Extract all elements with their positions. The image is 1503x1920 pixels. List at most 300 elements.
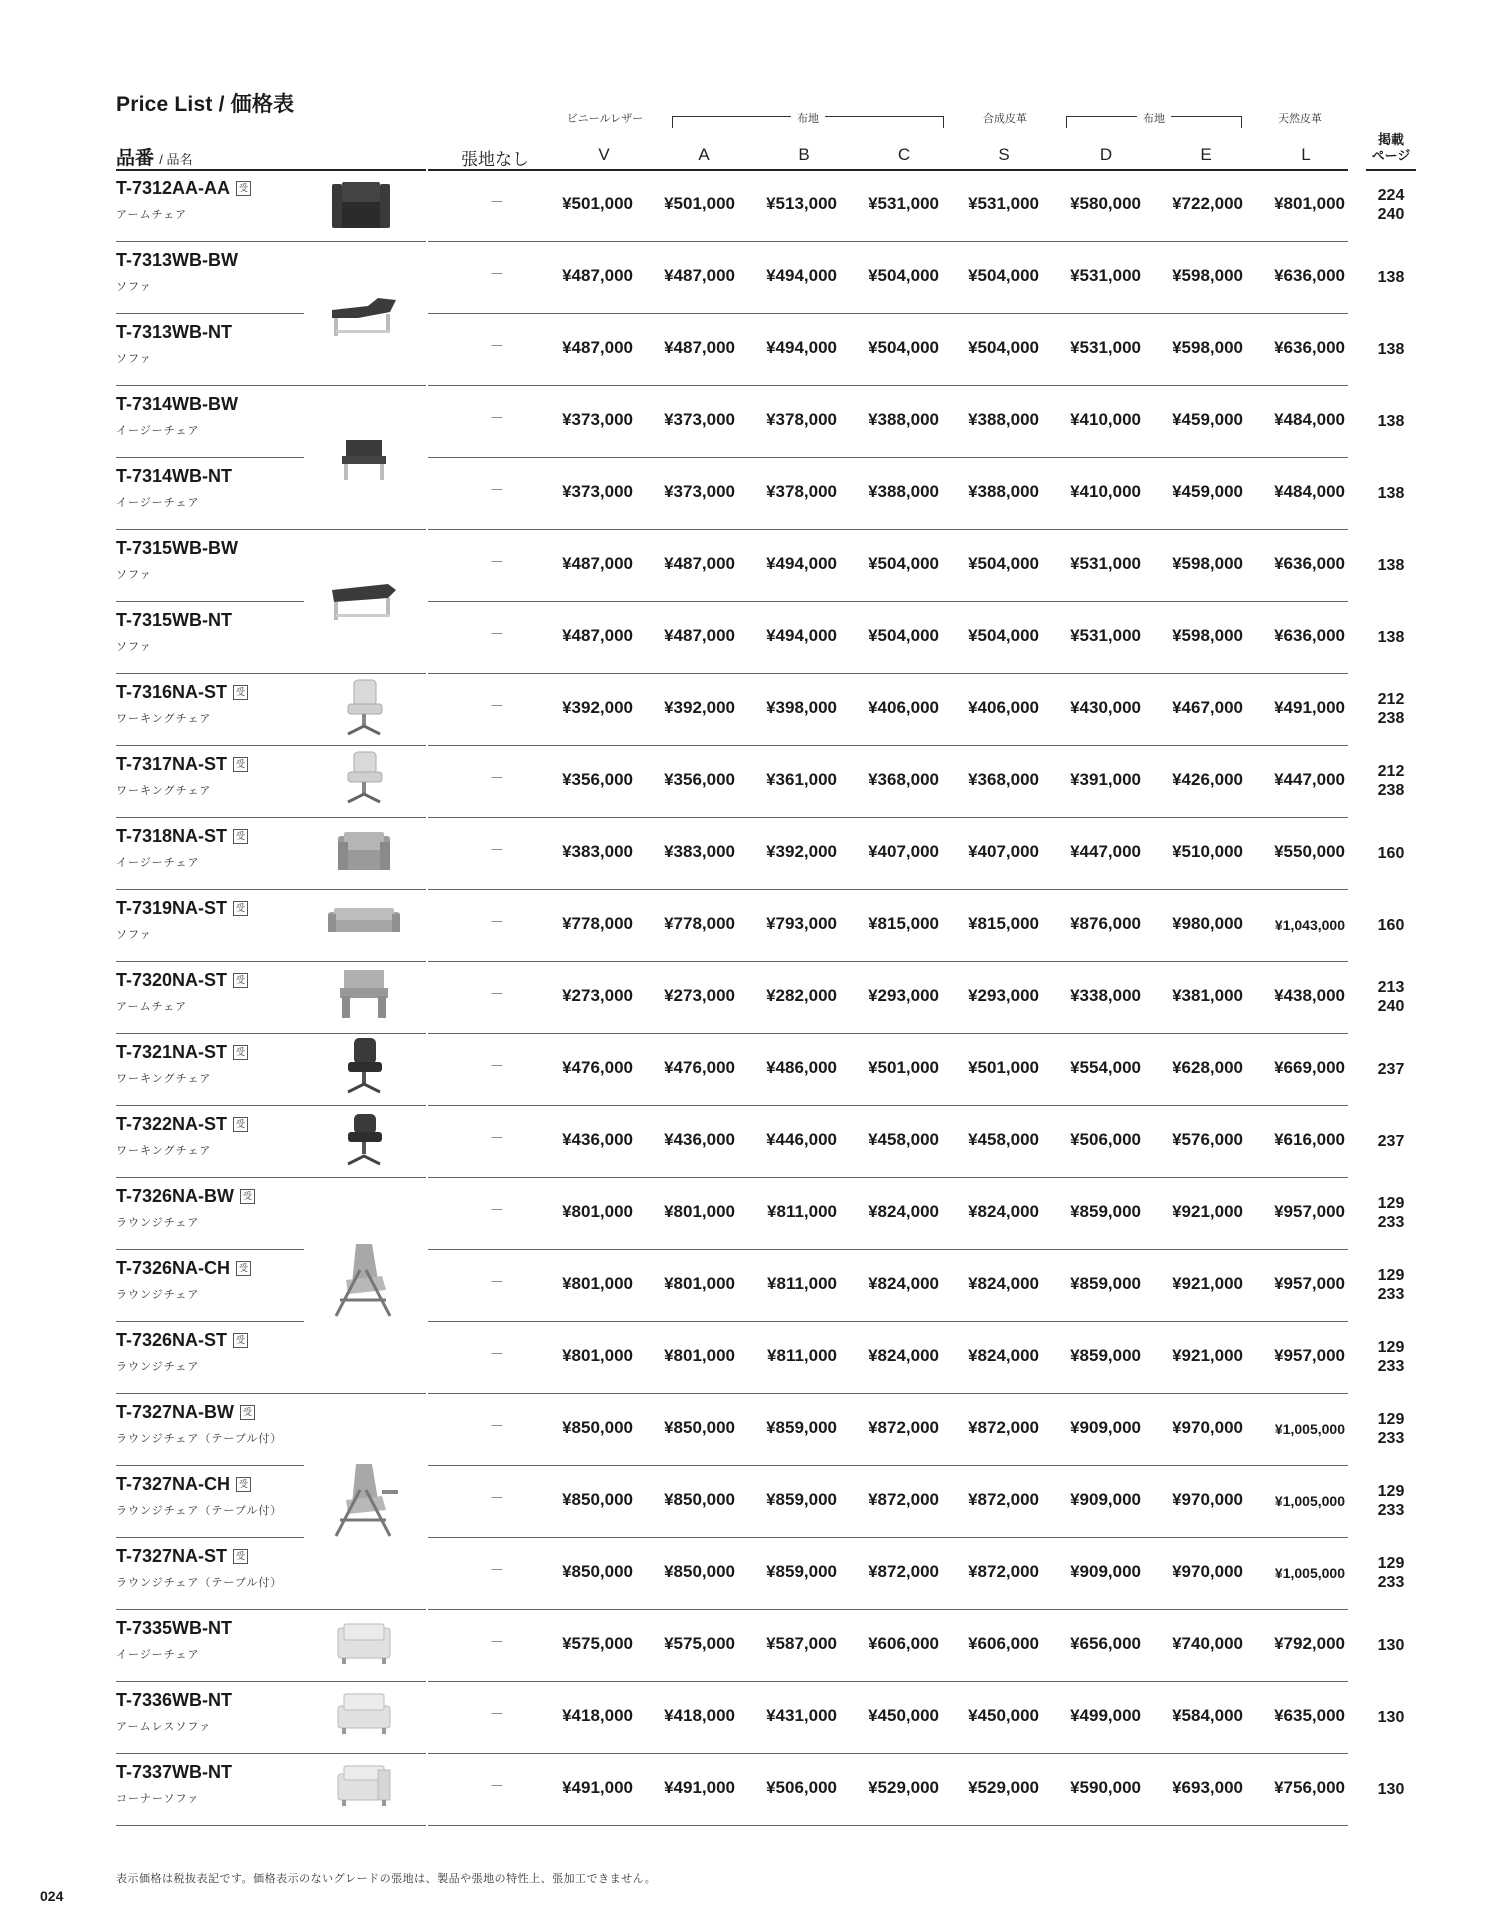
price-grade-b: ¥587,000 (766, 1634, 837, 1653)
row-divider-left (116, 1825, 426, 1826)
price-grade-d: ¥859,000 (1070, 1346, 1141, 1365)
product-name: イージーチェア (116, 497, 200, 509)
price-grade-s: ¥872,000 (968, 1418, 1039, 1437)
price-grade-s: ¥450,000 (968, 1706, 1039, 1725)
page-refs (1366, 1482, 1416, 1520)
product-id (116, 1762, 232, 1783)
product-id (116, 1258, 251, 1279)
header-page (1366, 132, 1416, 164)
group-fabric2-label: 布地 (1137, 110, 1171, 126)
no-fabric-price: － (490, 626, 504, 642)
price-grade-s: ¥872,000 (968, 1490, 1039, 1509)
price-grade-b: ¥793,000 (766, 914, 837, 933)
price-grade-d: ¥430,000 (1070, 698, 1141, 717)
price-grade-l: ¥669,000 (1274, 1058, 1345, 1077)
price-grade-l: ¥1,005,000 (1274, 1565, 1345, 1581)
price-grade-v: ¥487,000 (562, 266, 633, 285)
page-ref: 138 (1377, 413, 1405, 430)
table-row (0, 458, 1503, 530)
product-id-text: T-7326NA-ST (116, 1330, 228, 1350)
page-refs (1366, 186, 1416, 224)
product-id-text: T-7327NA-CH (116, 1474, 231, 1494)
product-id-text: T-7313WB-BW (116, 250, 239, 270)
price-grade-d: ¥859,000 (1070, 1274, 1141, 1293)
page-ref: 213 (1377, 979, 1405, 996)
price-grade-v: ¥418,000 (562, 1706, 633, 1725)
price-grade-b: ¥494,000 (766, 626, 837, 645)
price-grade-d: ¥531,000 (1070, 626, 1141, 645)
page-refs (1366, 556, 1416, 575)
price-grade-s: ¥293,000 (968, 986, 1039, 1005)
price-grade-e: ¥921,000 (1172, 1346, 1243, 1365)
price-grade-c: ¥872,000 (868, 1490, 939, 1509)
table-row (0, 1250, 1503, 1322)
fabric-bracket-1 (672, 113, 944, 128)
page-refs (1366, 690, 1416, 728)
price-grade-b: ¥859,000 (766, 1490, 837, 1509)
product-name: ソファ (116, 353, 152, 365)
product-id (116, 1042, 248, 1063)
lounge-chair-7326-thumb (326, 1240, 400, 1318)
no-fabric-price: － (490, 1490, 504, 1506)
price-grade-a: ¥373,000 (664, 410, 735, 429)
no-fabric-price: － (490, 266, 504, 282)
price-grade-e: ¥628,000 (1172, 1058, 1243, 1077)
price-grade-a: ¥487,000 (664, 266, 735, 285)
price-grade-c: ¥388,000 (868, 410, 939, 429)
price-grade-e: ¥970,000 (1172, 1418, 1243, 1437)
page-ref: 237 (1377, 1133, 1405, 1150)
table-row (0, 602, 1503, 674)
price-grade-v: ¥487,000 (562, 554, 633, 573)
working-chair-7317-thumb (340, 750, 388, 806)
price-grade-e: ¥970,000 (1172, 1490, 1243, 1509)
price-grade-l: ¥1,043,000 (1274, 917, 1345, 933)
price-grade-b: ¥513,000 (766, 194, 837, 213)
product-id (116, 1114, 248, 1135)
header-grade-l: L (1301, 145, 1311, 164)
product-id (116, 322, 232, 343)
page-refs (1366, 1194, 1416, 1232)
price-grade-s: ¥407,000 (968, 842, 1039, 861)
page-ref: 129 (1377, 1411, 1405, 1428)
price-grade-a: ¥476,000 (664, 1058, 735, 1077)
page-refs (1366, 978, 1416, 1016)
page-refs (1366, 412, 1416, 431)
page-ref: 129 (1377, 1339, 1405, 1356)
product-id-text: T-7326NA-CH (116, 1258, 231, 1278)
price-grade-b: ¥494,000 (766, 266, 837, 285)
price-grade-e: ¥970,000 (1172, 1562, 1243, 1581)
price-grade-b: ¥282,000 (766, 986, 837, 1005)
no-fabric-price: － (490, 1418, 504, 1434)
product-name: アームチェア (116, 209, 188, 221)
made-to-order-badge: 受 (233, 1549, 248, 1564)
group-synthetic-label: 合成皮革 (983, 113, 1027, 125)
price-grade-a: ¥392,000 (664, 698, 735, 717)
page-ref: 233 (1377, 1358, 1405, 1375)
product-name: ソファ (116, 641, 152, 653)
page-refs (1366, 762, 1416, 800)
armchair-black-thumb (330, 178, 392, 234)
header-no-fabric: 張地なし (461, 150, 529, 169)
price-grade-d: ¥391,000 (1070, 770, 1141, 789)
no-fabric-price: － (490, 1202, 504, 1218)
table-row (0, 1178, 1503, 1250)
product-name: ワーキングチェア (116, 1073, 212, 1085)
price-grade-c: ¥388,000 (868, 482, 939, 501)
product-name: ワーキングチェア (116, 1145, 212, 1157)
page-ref: 212 (1377, 691, 1405, 708)
price-grade-s: ¥388,000 (968, 410, 1039, 429)
product-id-text: T-7315WB-BW (116, 538, 239, 558)
price-grade-l: ¥957,000 (1274, 1274, 1345, 1293)
price-grade-c: ¥368,000 (868, 770, 939, 789)
price-grade-s: ¥504,000 (968, 266, 1039, 285)
price-grade-l: ¥484,000 (1274, 482, 1345, 501)
price-grade-b: ¥811,000 (767, 1346, 837, 1365)
price-grade-d: ¥590,000 (1070, 1778, 1141, 1797)
price-grade-a: ¥801,000 (664, 1346, 735, 1365)
product-id (116, 538, 238, 559)
price-grade-b: ¥446,000 (766, 1130, 837, 1149)
page-refs (1366, 1410, 1416, 1448)
product-name: アームチェア (116, 1001, 188, 1013)
page-ref: 130 (1377, 1637, 1405, 1654)
table-row (0, 1394, 1503, 1466)
corner-sofa-7337-thumb (334, 1762, 394, 1810)
group-fabric1-label: 布地 (791, 110, 825, 126)
price-grade-d: ¥909,000 (1070, 1418, 1141, 1437)
header-hinban (116, 143, 193, 170)
sofa-7315-thumb (328, 576, 400, 624)
product-name: イージーチェア (116, 1649, 200, 1661)
table-row (0, 818, 1503, 890)
price-grade-a: ¥850,000 (664, 1562, 735, 1581)
no-fabric-price: － (490, 1130, 504, 1146)
price-grade-c: ¥824,000 (868, 1274, 939, 1293)
header-grade-e: E (1200, 145, 1212, 164)
price-grade-e: ¥381,000 (1172, 986, 1243, 1005)
product-id-text: T-7336WB-NT (116, 1690, 233, 1710)
price-grade-b: ¥392,000 (766, 842, 837, 861)
product-id (116, 394, 238, 415)
price-grade-b: ¥506,000 (766, 1778, 837, 1797)
easy-chair-7314-thumb (336, 434, 392, 482)
price-grade-a: ¥436,000 (664, 1130, 735, 1149)
price-grade-c: ¥872,000 (868, 1418, 939, 1437)
product-id (116, 682, 248, 703)
page-ref: 129 (1377, 1555, 1405, 1572)
price-grade-d: ¥531,000 (1070, 338, 1141, 357)
price-grade-e: ¥576,000 (1172, 1130, 1243, 1149)
table-row (0, 1034, 1503, 1106)
table-row (0, 1322, 1503, 1394)
armless-sofa-7336-thumb (334, 1690, 394, 1738)
armchair-7320-thumb (336, 966, 392, 1020)
price-grade-c: ¥406,000 (868, 698, 939, 717)
page-refs (1366, 916, 1416, 935)
price-grade-d: ¥506,000 (1070, 1130, 1141, 1149)
price-grade-v: ¥801,000 (562, 1202, 633, 1221)
product-id (116, 610, 232, 631)
price-grade-c: ¥872,000 (868, 1562, 939, 1581)
no-fabric-price: － (490, 482, 504, 498)
price-grade-l: ¥1,005,000 (1274, 1493, 1345, 1509)
page-refs (1366, 1338, 1416, 1376)
page-ref: 138 (1377, 269, 1405, 286)
fabric-bracket-2 (1066, 113, 1242, 128)
price-grade-v: ¥801,000 (562, 1346, 633, 1365)
page-ref: 233 (1377, 1214, 1405, 1231)
page-label-2: ページ (1371, 148, 1411, 163)
price-grade-c: ¥824,000 (868, 1202, 939, 1221)
page-ref: 138 (1377, 485, 1405, 502)
price-grade-s: ¥406,000 (968, 698, 1039, 717)
no-fabric-price: － (490, 1778, 504, 1794)
price-grade-d: ¥909,000 (1070, 1562, 1141, 1581)
hinmei-label: / 品名 (159, 152, 193, 167)
price-grade-e: ¥740,000 (1172, 1634, 1243, 1653)
price-grade-l: ¥756,000 (1274, 1778, 1345, 1797)
product-name: ワーキングチェア (116, 785, 212, 797)
product-id (116, 898, 248, 919)
no-fabric-price: － (490, 410, 504, 426)
product-id-text: T-7337WB-NT (116, 1762, 233, 1782)
page-refs (1366, 1636, 1416, 1655)
price-grade-c: ¥504,000 (868, 554, 939, 573)
product-name: ワーキングチェア (116, 713, 212, 725)
price-grade-a: ¥487,000 (664, 338, 735, 357)
price-grade-e: ¥584,000 (1172, 1706, 1243, 1725)
price-grade-v: ¥436,000 (562, 1130, 633, 1149)
price-grade-s: ¥504,000 (968, 338, 1039, 357)
price-grade-l: ¥636,000 (1274, 626, 1345, 645)
product-id-text: T-7314WB-NT (116, 466, 233, 486)
price-grade-a: ¥778,000 (664, 914, 735, 933)
product-id (116, 250, 238, 271)
page-refs (1366, 1266, 1416, 1304)
header-grade-a: A (698, 145, 710, 164)
page-ref: 130 (1377, 1781, 1405, 1798)
page-ref: 160 (1377, 845, 1405, 862)
price-grade-a: ¥356,000 (664, 770, 735, 789)
product-id-text: T-7326NA-BW (116, 1186, 235, 1206)
page-ref: 129 (1377, 1267, 1405, 1284)
header-grade-v: V (598, 145, 610, 164)
price-grade-l: ¥438,000 (1274, 986, 1345, 1005)
price-grade-e: ¥598,000 (1172, 554, 1243, 573)
price-grade-s: ¥531,000 (968, 194, 1039, 213)
product-id-text: T-7327NA-ST (116, 1546, 228, 1566)
made-to-order-badge: 受 (233, 1045, 248, 1060)
made-to-order-badge: 受 (233, 973, 248, 988)
price-grade-e: ¥693,000 (1172, 1778, 1243, 1797)
price-grade-l: ¥491,000 (1274, 698, 1345, 717)
footnote: 表示価格は税抜表記です。価格表示のないグレードの張地は、製品や張地の特性上、張加工できません。 (116, 1873, 657, 1885)
price-grade-l: ¥636,000 (1274, 266, 1345, 285)
page-ref: 129 (1377, 1195, 1405, 1212)
price-grade-s: ¥824,000 (968, 1346, 1039, 1365)
product-id (116, 1474, 251, 1495)
price-grade-a: ¥801,000 (664, 1202, 735, 1221)
product-id (116, 1690, 232, 1711)
price-grade-s: ¥529,000 (968, 1778, 1039, 1797)
price-grade-c: ¥407,000 (868, 842, 939, 861)
price-grade-v: ¥487,000 (562, 626, 633, 645)
product-name: ソファ (116, 929, 152, 941)
page-refs (1366, 628, 1416, 647)
page-ref: 240 (1377, 998, 1405, 1015)
working-chair-7321-thumb (340, 1036, 388, 1096)
page-ref: 233 (1377, 1574, 1405, 1591)
page-ref: 224 (1377, 187, 1405, 204)
product-id-text: T-7327NA-BW (116, 1402, 235, 1422)
price-grade-a: ¥850,000 (664, 1490, 735, 1509)
table-row (0, 530, 1503, 602)
table-row (0, 1538, 1503, 1610)
made-to-order-badge: 受 (233, 1333, 248, 1348)
made-to-order-badge: 受 (233, 757, 248, 772)
product-id-text: T-7315WB-NT (116, 610, 233, 630)
page-refs (1366, 844, 1416, 863)
page-refs (1366, 1060, 1416, 1079)
price-grade-s: ¥504,000 (968, 626, 1039, 645)
page-refs (1366, 1554, 1416, 1592)
table-row (0, 1106, 1503, 1178)
no-fabric-price: － (490, 842, 504, 858)
page-refs (1366, 1708, 1416, 1727)
product-id-text: T-7321NA-ST (116, 1042, 228, 1062)
price-grade-c: ¥293,000 (868, 986, 939, 1005)
page-ref: 160 (1377, 917, 1405, 934)
made-to-order-badge: 受 (236, 1261, 251, 1276)
product-id (116, 1330, 248, 1351)
price-grade-d: ¥531,000 (1070, 554, 1141, 573)
no-fabric-price: － (490, 698, 504, 714)
product-name: イージーチェア (116, 857, 200, 869)
product-id-text: T-7318NA-ST (116, 826, 228, 846)
product-id (116, 178, 251, 199)
price-grade-l: ¥957,000 (1274, 1202, 1345, 1221)
price-grade-c: ¥531,000 (868, 194, 939, 213)
table-row (0, 242, 1503, 314)
price-grade-e: ¥598,000 (1172, 338, 1243, 357)
product-name: ソファ (116, 281, 152, 293)
price-grade-v: ¥501,000 (562, 194, 633, 213)
page-ref: 233 (1377, 1430, 1405, 1447)
price-grade-c: ¥529,000 (868, 1778, 939, 1797)
price-grade-d: ¥499,000 (1070, 1706, 1141, 1725)
price-grade-l: ¥484,000 (1274, 410, 1345, 429)
price-grade-b: ¥494,000 (766, 338, 837, 357)
table-row (0, 1682, 1503, 1754)
price-grade-c: ¥501,000 (868, 1058, 939, 1077)
page-ref: 138 (1377, 557, 1405, 574)
made-to-order-badge: 受 (233, 685, 248, 700)
price-grade-l: ¥636,000 (1274, 554, 1345, 573)
price-grade-c: ¥450,000 (868, 1706, 939, 1725)
page-ref: 238 (1377, 782, 1405, 799)
no-fabric-price: － (490, 1634, 504, 1650)
no-fabric-price: － (490, 986, 504, 1002)
product-name: ラウンジチェア (116, 1361, 200, 1373)
made-to-order-badge: 受 (240, 1189, 255, 1204)
easy-chair-7318-thumb (334, 828, 394, 876)
product-name: ラウンジチェア (116, 1217, 200, 1229)
price-grade-v: ¥778,000 (562, 914, 633, 933)
made-to-order-badge: 受 (236, 181, 251, 196)
group-leather-label: 天然皮革 (1278, 113, 1322, 125)
product-id (116, 826, 248, 847)
made-to-order-badge: 受 (240, 1405, 255, 1420)
price-grade-c: ¥504,000 (868, 626, 939, 645)
product-name: アームレスソファ (116, 1721, 212, 1733)
price-grade-v: ¥373,000 (562, 410, 633, 429)
price-grade-c: ¥504,000 (868, 338, 939, 357)
product-id-text: T-7316NA-ST (116, 682, 228, 702)
price-grade-e: ¥980,000 (1172, 914, 1243, 933)
page-refs (1366, 484, 1416, 503)
price-grade-s: ¥458,000 (968, 1130, 1039, 1149)
price-grade-b: ¥859,000 (766, 1562, 837, 1581)
no-fabric-price: － (490, 1058, 504, 1074)
price-grade-l: ¥957,000 (1274, 1346, 1345, 1365)
price-grade-b: ¥486,000 (766, 1058, 837, 1077)
product-id (116, 1186, 255, 1207)
price-grade-s: ¥388,000 (968, 482, 1039, 501)
product-id-text: T-7317NA-ST (116, 754, 228, 774)
price-grade-s: ¥815,000 (968, 914, 1039, 933)
made-to-order-badge: 受 (233, 829, 248, 844)
table-row (0, 170, 1503, 242)
price-grade-v: ¥850,000 (562, 1490, 633, 1509)
price-grade-v: ¥491,000 (562, 1778, 633, 1797)
price-grade-v: ¥801,000 (562, 1274, 633, 1293)
page-ref: 237 (1377, 1061, 1405, 1078)
table-row (0, 962, 1503, 1034)
price-grade-s: ¥824,000 (968, 1274, 1039, 1293)
product-id (116, 466, 232, 487)
table-row (0, 1754, 1503, 1826)
price-grade-v: ¥476,000 (562, 1058, 633, 1077)
product-name: コーナーソファ (116, 1793, 200, 1805)
table-row (0, 314, 1503, 386)
product-id-text: T-7335WB-NT (116, 1618, 233, 1638)
price-grade-v: ¥850,000 (562, 1562, 633, 1581)
easy-chair-7335-thumb (334, 1620, 394, 1666)
page-refs (1366, 268, 1416, 287)
product-name: ラウンジチェア (116, 1289, 200, 1301)
price-grade-l: ¥801,000 (1274, 194, 1345, 213)
header-grade-s: S (998, 145, 1010, 164)
product-id (116, 754, 248, 775)
price-grade-b: ¥859,000 (766, 1418, 837, 1437)
price-grade-s: ¥824,000 (968, 1202, 1039, 1221)
price-grade-v: ¥356,000 (562, 770, 633, 789)
price-grade-b: ¥398,000 (766, 698, 837, 717)
hinban-label: 品番 (116, 148, 155, 169)
product-id (116, 1546, 248, 1567)
price-grade-b: ¥378,000 (766, 410, 837, 429)
price-grade-b: ¥378,000 (766, 482, 837, 501)
price-grade-a: ¥273,000 (664, 986, 735, 1005)
sofa-7319-thumb (326, 904, 402, 938)
row-divider-right (428, 1825, 1348, 1826)
page-ref: 130 (1377, 1709, 1405, 1726)
table-row (0, 674, 1503, 746)
page-ref: 240 (1377, 206, 1405, 223)
